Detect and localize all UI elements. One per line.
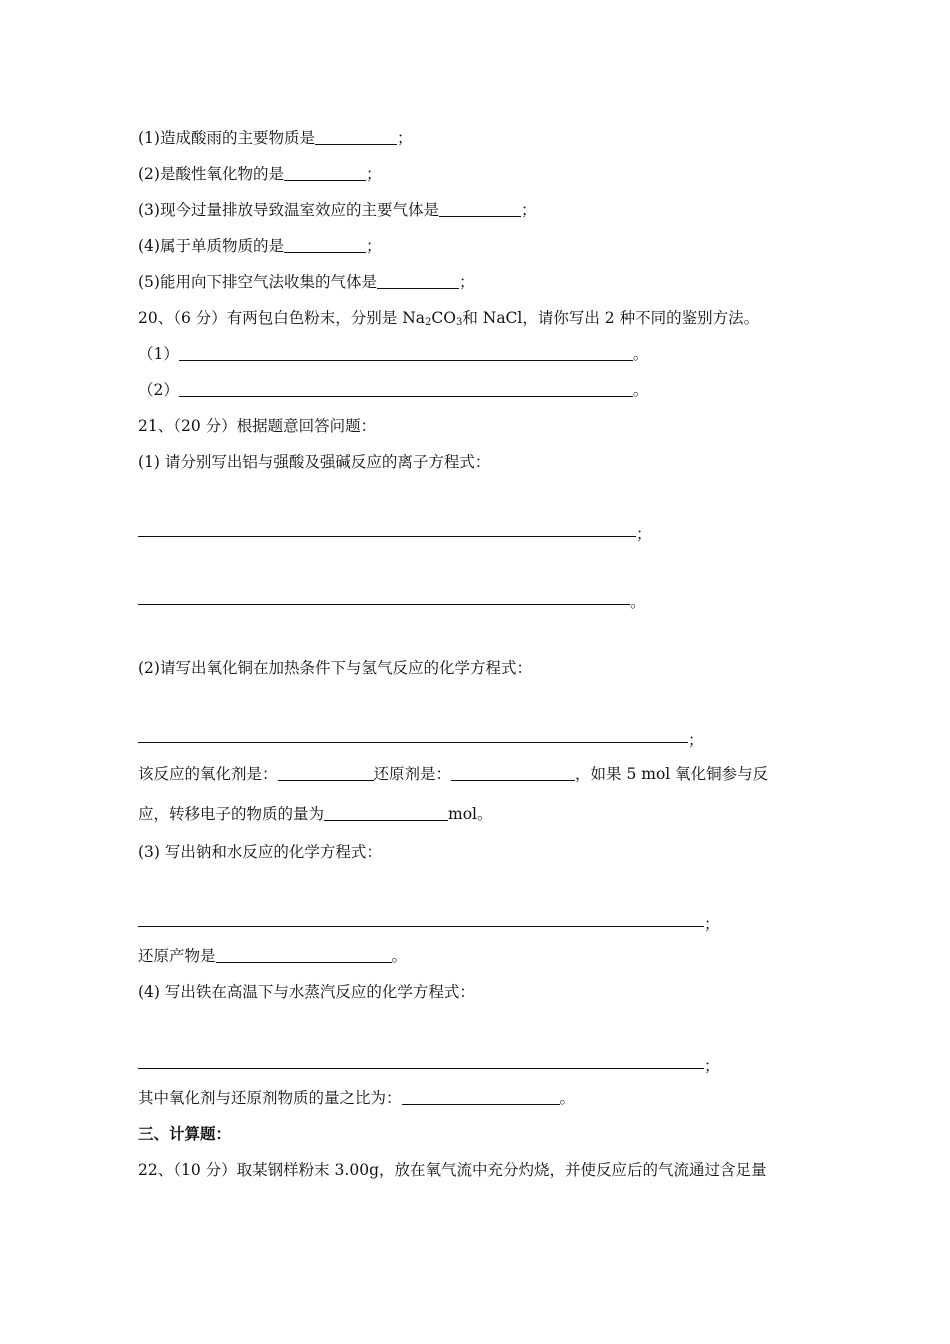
answer-blank[interactable]	[179, 346, 633, 361]
answer-line[interactable]	[138, 910, 704, 927]
punct: 。	[559, 1089, 576, 1107]
reductant-label: 还原剂是：	[373, 765, 452, 783]
q21-header: 21、（20 分）根据题意回答问题：	[138, 417, 377, 435]
q19-item-5-text: (5)能用向下排空气法收集的气体是	[138, 273, 377, 291]
q20-method-1	[138, 344, 648, 364]
punct: 。	[632, 345, 649, 363]
punct: ；	[458, 273, 475, 291]
q20-co: CO	[431, 309, 456, 327]
section-heading: 三、计算题：	[138, 1124, 232, 1143]
punct: 。	[632, 381, 649, 399]
answer-line[interactable]	[138, 520, 636, 537]
punct: ；	[688, 731, 704, 749]
answer-blank[interactable]	[179, 382, 633, 397]
q19-item-4-text: (4)属于单质物质的是	[138, 237, 284, 255]
q19-item-2	[138, 164, 381, 184]
q19-item-5	[138, 272, 474, 292]
q20-m1-label: （1）	[138, 345, 179, 363]
answer-blank[interactable]	[284, 166, 366, 181]
punct: ；	[636, 525, 652, 543]
transfer-label: 应，转移电子的物质的量为	[138, 805, 325, 823]
punct: ；	[704, 1057, 720, 1075]
mol-unit: mol。	[448, 805, 493, 823]
q21-part-1: (1) 请分别写出铝与强酸及强碱反应的离子方程式：	[138, 453, 491, 471]
answer-blank[interactable]	[402, 1090, 560, 1105]
q21-ratio-line	[138, 1088, 575, 1108]
q21-part-4: (4) 写出铁在高温下与水蒸汽反应的化学方程式：	[138, 983, 475, 1001]
punct: 。	[391, 947, 408, 965]
q20-lead: 20、（6 分）有两包白色粉末，分别是 Na	[138, 309, 425, 327]
answer-line[interactable]	[138, 726, 688, 743]
oxidant-label: 该反应的氧化剂是：	[138, 765, 278, 783]
q21-oxidant-line	[138, 764, 768, 784]
answer-blank[interactable]	[451, 766, 575, 781]
q19-item-1-text: (1)造成酸雨的主要物质是	[138, 129, 315, 147]
q19-item-4	[138, 236, 381, 256]
q20-stem	[138, 308, 759, 328]
punct: ；	[365, 237, 382, 255]
punct: 。	[630, 593, 646, 611]
q21-transfer-line	[138, 804, 493, 824]
answer-blank[interactable]	[315, 130, 397, 145]
q19-item-3-text: (3)现今过量排放导致温室效应的主要气体是	[138, 201, 439, 219]
q19-item-1	[138, 128, 412, 148]
subscript: 2	[425, 317, 432, 328]
ratio-label: 其中氧化剂与还原剂物质的量之比为：	[138, 1089, 402, 1107]
q21-part-2: (2)请写出氧化铜在加热条件下与氢气反应的化学方程式：	[138, 659, 532, 677]
q21-part-3: (3) 写出钠和水反应的化学方程式：	[138, 843, 382, 861]
product-label: 还原产物是	[138, 947, 216, 965]
q19-item-3	[138, 200, 536, 220]
q20-m2-label: （2）	[138, 381, 179, 399]
punct: ；	[396, 129, 413, 147]
punct: ；	[365, 165, 382, 183]
q19-item-2-text: (2)是酸性氧化物的是	[138, 165, 284, 183]
subscript: 3	[455, 317, 463, 328]
punct: ；	[520, 201, 537, 219]
answer-blank[interactable]	[439, 202, 521, 217]
answer-blank[interactable]	[377, 274, 459, 289]
answer-blank[interactable]	[284, 238, 366, 253]
answer-blank[interactable]	[278, 766, 374, 781]
answer-line[interactable]	[138, 1052, 704, 1069]
answer-line[interactable]	[138, 588, 630, 605]
answer-blank[interactable]	[216, 948, 392, 963]
q20-rest: 和 NaCl，请你写出 2 种不同的鉴别方法。	[462, 309, 760, 327]
punct: ；	[704, 915, 720, 933]
q20-method-2	[138, 380, 648, 400]
q22-stem: 22、（10 分）取某钢样粉末 3.00g，放在氧气流中充分灼烧，并使反应后的气流通过含足量	[138, 1161, 767, 1179]
q21-if5: ，如果 5 mol 氧化铜参与反	[575, 765, 769, 783]
answer-blank[interactable]	[324, 806, 448, 821]
q21-product-line	[138, 946, 407, 966]
